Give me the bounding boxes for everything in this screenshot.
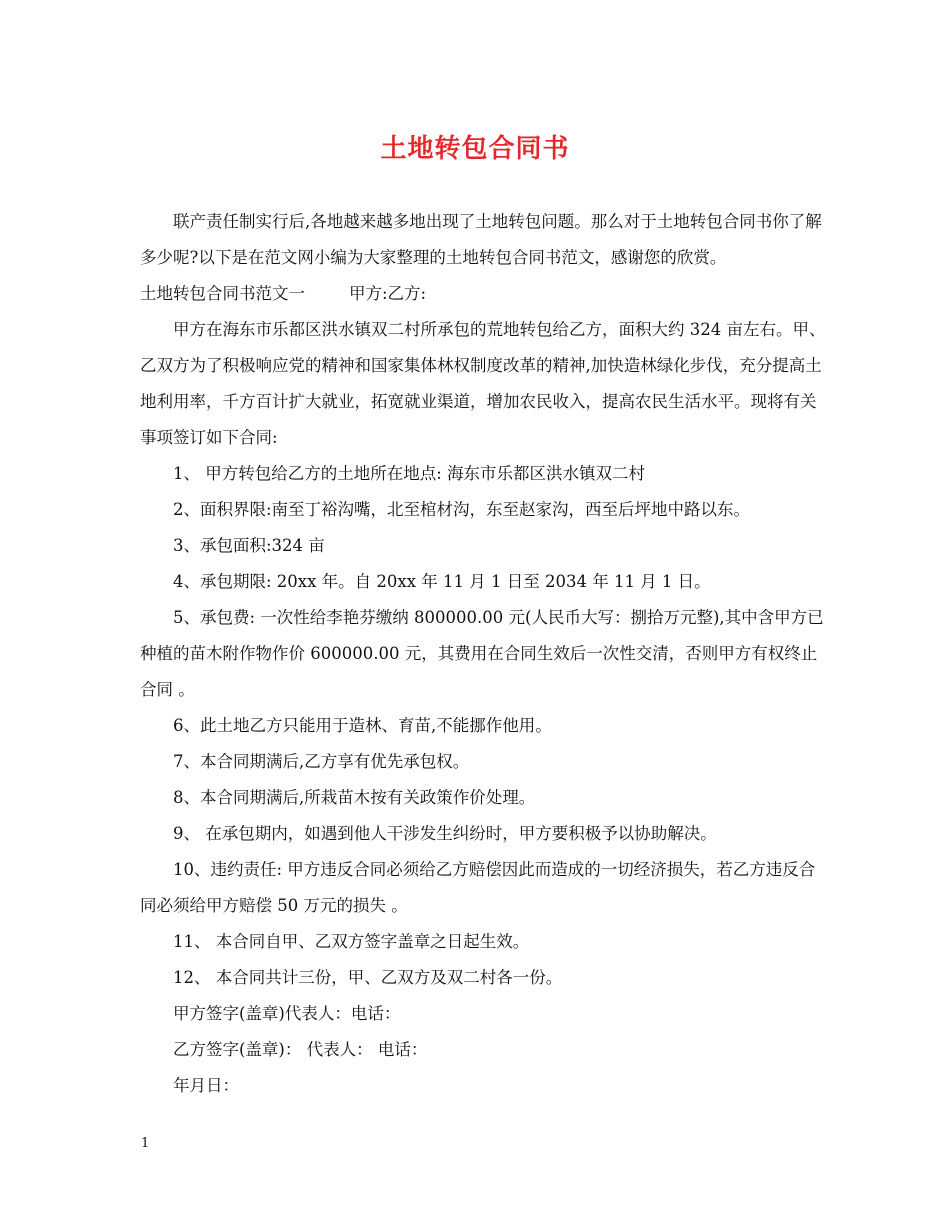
clause-8: 8、本合同期满后,所栽苗木按有关政策作价处理。 [173,788,536,807]
sample-heading: 土地转包合同书范文一 [140,284,305,303]
document-title: 土地转包合同书 [380,134,570,164]
clause-2: 2、面积界限:南至丁裕沟嘴，北至棺材沟，东至赵家沟，西至后坪地中路以东。 [173,500,751,519]
clause-4: 4、承包期限: 20xx 年。自 20xx 年 11 月 1 日至 2034 年 11 月 1 日。 [173,572,711,591]
intro-paragraph: 联产责任制实行后,各地越来越多地出现了土地转包问题。那么对于土地转包合同书你了解多少呢?以下是在范文网小编为大家整理的土地转包合同书范文，感谢您的欣赏。 [140,212,822,267]
preamble-paragraph: 甲方在海东市乐都区洪水镇双二村所承包的荒地转包给乙方，面积大约 324 亩左右。甲、乙双方为了积极响应党的精神和国家集体林权制度改革的精神,加快造林绿化步伐，充分提高土地利用率，千方百计扩大就业，拓宽就业渠道，增加农民收入，提高农民生活水平。现将有关事项签订如下合同: [140,320,826,447]
clause-9: 9、 在承包期内，如遇到他人干涉发生纠纷时，甲方要积极予以协助解决。 [173,824,717,843]
clause-12: 12、 本合同共计三份，甲、乙双方及双二村各一份。 [173,968,563,987]
page-number: 1 [141,1136,150,1151]
signature-party-b: 乙方签字(盖章)： 代表人： 电话： [173,1040,428,1059]
clause-5: 5、承包费: 一次性给李艳芬缴纳 800000.00 元(人民币大写：捌拾万元整),其中含甲方已种植的苗木附作物作价 600000.00 元，其费用在合同生效后一次性交清，否则甲方有权终止合同 。 [140,608,824,699]
sample-heading-line [140,276,830,312]
signature-party-a: 甲方签字(盖章)代表人：电话： [173,1004,401,1023]
clause-1: 1、 甲方转包给乙方的土地所在地点: 海东市乐都区洪水镇双二村 [173,464,646,483]
clause-6: 6、此土地乙方只能用于造林、育苗,不能挪作他用。 [173,716,552,735]
clause-10: 10、违约责任: 甲方违反合同必须给乙方赔偿因此而造成的一切经济损失，若乙方违反合同必须给甲方赔偿 50 万元的损失 。 [140,860,816,915]
clause-7: 7、本合同期满后,乙方享有优先承包权。 [173,752,470,771]
clause-3: 3、承包面积:324 亩 [173,536,325,555]
clause-11: 11、 本合同自甲、乙双方签字盖章之日起生效。 [173,932,530,951]
parties-line: 甲方:乙方: [349,284,427,303]
document-body [140,204,830,1104]
signature-date: 年月日： [173,1076,239,1095]
